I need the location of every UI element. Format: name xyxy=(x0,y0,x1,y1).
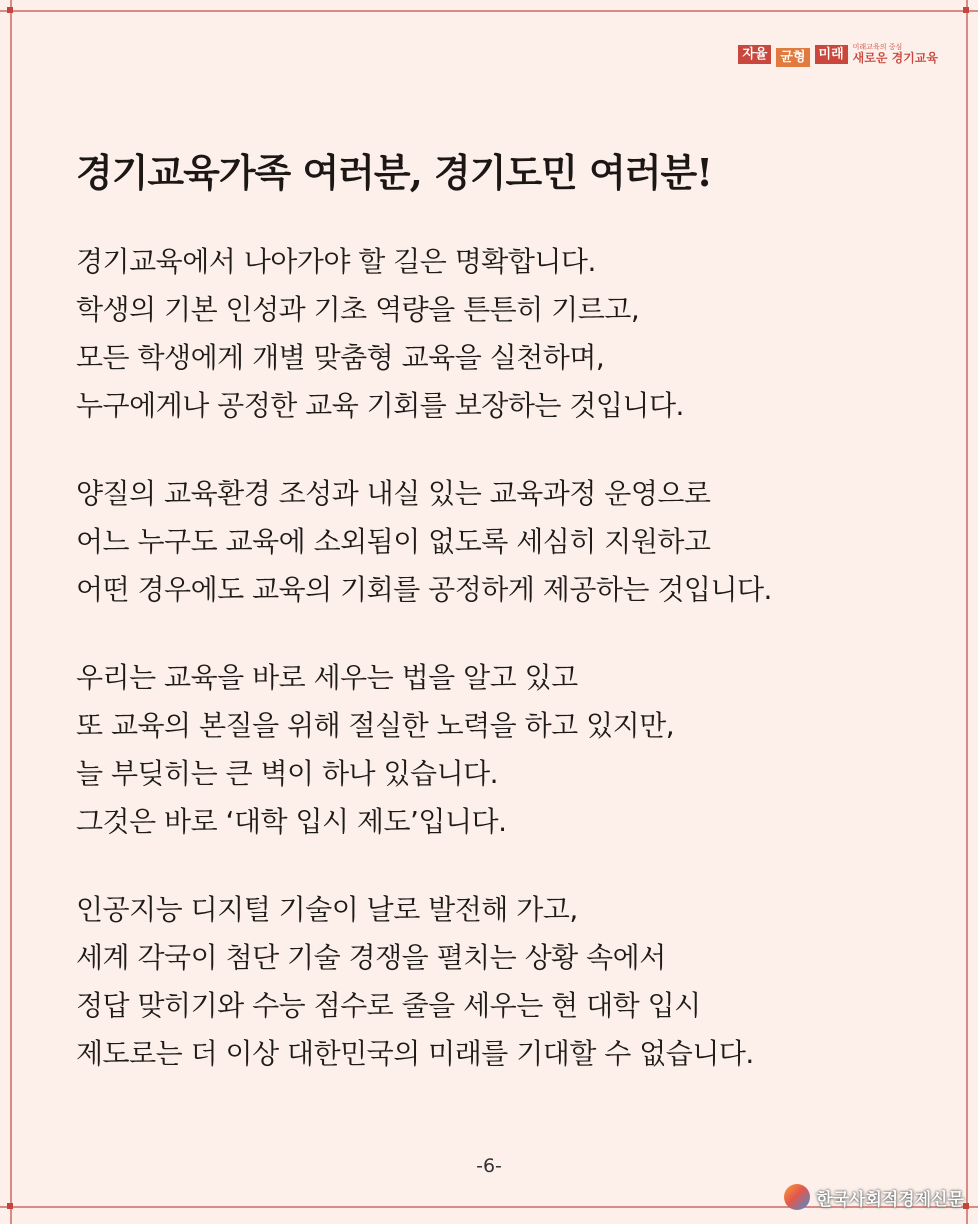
text-line: 우리는 교육을 바로 세우는 법을 알고 있고 xyxy=(76,661,578,694)
frame-corner xyxy=(7,1203,13,1209)
paragraph xyxy=(76,654,936,846)
paragraph xyxy=(76,238,936,430)
text-line: 인공지능 디지털 기술이 날로 발전해 가고, xyxy=(76,893,578,926)
frame-corner xyxy=(7,7,13,13)
watermark xyxy=(784,1184,964,1210)
brand-logo xyxy=(738,42,938,67)
text-line: 어떤 경우에도 교육의 기회를 공정하게 제공하는 것입니다. xyxy=(76,573,772,606)
watermark-text: 한국사회적경제신문 xyxy=(816,1189,964,1210)
frame-line-left xyxy=(10,0,12,1224)
newspaper-logo-icon xyxy=(784,1184,810,1210)
page-title: 경기교육가족 여러분, 경기도민 여러분! xyxy=(76,150,712,195)
text-line: 세계 각국이 첨단 기술 경쟁을 펼치는 상황 속에서 xyxy=(76,941,666,974)
text-line: 늘 부딪히는 큰 벽이 하나 있습니다. xyxy=(76,757,499,790)
logo-box-future: 미래 xyxy=(815,45,848,64)
logo-tagline xyxy=(853,44,938,65)
text-line: 학생의 기본 인성과 기초 역량을 튼튼히 기르고, xyxy=(76,293,640,326)
body-content xyxy=(76,238,936,1118)
frame-line-right xyxy=(966,0,968,1224)
text-line: 어느 누구도 교육에 소외됨이 없도록 세심히 지원하고 xyxy=(76,525,711,558)
paragraph xyxy=(76,886,936,1078)
text-line: 또 교육의 본질을 위해 절실한 노력을 하고 있지만, xyxy=(76,709,675,742)
text-line: 누구에게나 공정한 교육 기회를 보장하는 것입니다. xyxy=(76,389,684,422)
frame-corner xyxy=(963,7,969,13)
text-line: 모든 학생에게 개별 맞춤형 교육을 실천하며, xyxy=(76,341,605,374)
logo-tagline-big: 새로운 경기교육 xyxy=(852,50,938,65)
logo-box-autonomy: 자율 xyxy=(738,45,771,64)
text-line: 경기교육에서 나아가야 할 길은 명확합니다. xyxy=(76,245,596,278)
text-line: 제도로는 더 이상 대한민국의 미래를 기대할 수 없습니다. xyxy=(76,1037,754,1070)
logo-box-balance: 균형 xyxy=(776,48,809,67)
logo-tagline-small: 미래교육의 중심 xyxy=(852,43,903,52)
paragraph xyxy=(76,470,936,614)
text-line: 그것은 바로 ‘대학 입시 제도’입니다. xyxy=(76,805,507,838)
text-line: 정답 맞히기와 수능 점수로 줄을 세우는 현 대학 입시 xyxy=(76,989,701,1022)
page-number: -6- xyxy=(476,1155,502,1177)
text-line: 양질의 교육환경 조성과 내실 있는 교육과정 운영으로 xyxy=(76,477,711,510)
frame-line-top xyxy=(0,10,978,12)
